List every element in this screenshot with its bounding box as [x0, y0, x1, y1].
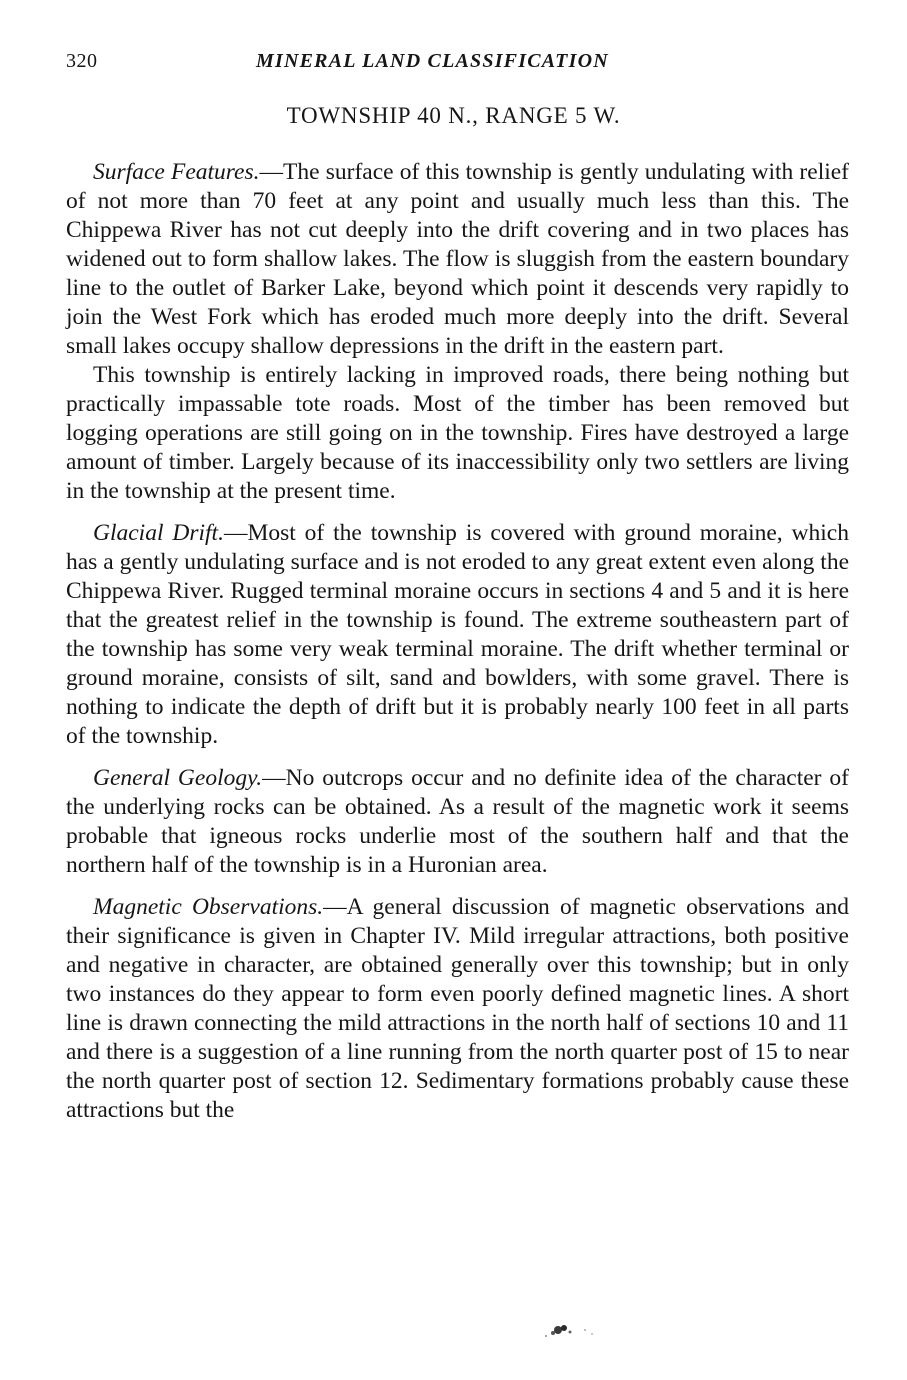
- paragraph-heading: Glacial Drift.: [93, 520, 224, 546]
- paragraph-glacial-drift: [66, 519, 849, 751]
- paragraph-text: —The surface of this township is gently undulating with relief of not more than 70 feet at any point and usually much less than this. The Chippewa River has not cut deeply into the drift covering and in two places has widened out to form shallow lakes. The flow is sluggish from the eastern boundary line to the outlet of Barker Lake, beyond which point it descends very rapidly to join the West Fork which has eroded much more deeply into the drift. Several small lakes occupy shallow depressions in the drift in the eastern part.: [66, 159, 850, 359]
- paragraph-heading: Surface Features.: [93, 159, 260, 185]
- paragraph-text: This township is entirely lacking in improved roads, there being nothing but practically impassable tote roads. Most of the timber has been removed but logging operations are still going on in the township. Fires have destroyed a large amount of timber. Largely because of its inaccessibility only two settlers are living in the township at the present time.: [66, 362, 849, 504]
- paragraph-heading: General Geology.: [93, 765, 263, 791]
- paragraph-heading: Magnetic Observations.: [93, 894, 324, 920]
- paragraph-roads: [66, 361, 849, 506]
- section-title: TOWNSHIP 40 N., RANGE 5 W.: [286, 103, 621, 128]
- paragraph-text: —Most of the township is covered with ground moraine, which has a gently undulating surface and is not eroded to any great extent even along the Chippewa River. Rugged terminal moraine occurs in sections 4 and 5 and it is here that the greatest relief in the township is found. The extreme southeastern part of the township has some very weak terminal moraine. The drift whether terminal or ground moraine, consists of silt, sand and bowlders, with some gravel. There is nothing to indicate the depth of drift but it is probably nearly 100 feet in all parts of the township.: [66, 520, 849, 749]
- paragraph-text: —A general discussion of magnetic observations and their significance is given in Chapter IV. Mild irregular attractions, both positive and negative in character, are obtained generally over this township; but in only two instances do they appear to form even poorly defined magnetic lines. A short line is drawn connecting the mild attractions in the north half of sections 10 and 11 and there is a suggestion of a line running from the north quarter post of 15 to near the north quarter post of section 12. Sedimentary formations probably cause these attractions but the: [66, 894, 849, 1123]
- ink-smudge-mark: [540, 1316, 610, 1346]
- body-text: [66, 158, 849, 1125]
- running-title: MINERAL LAND CLASSIFICATION: [256, 50, 609, 72]
- page-number: 320: [66, 50, 98, 72]
- paragraph-magnetic-observations: [66, 893, 849, 1125]
- paragraph-general-geology: [66, 764, 849, 880]
- paragraph-text: —No outcrops occur and no definite idea of the character of the underlying rocks can be obtained. As a result of the magnetic work it seems probable that igneous rocks underlie most of the southern half and that the northern half of the township is in a Huronian area.: [66, 765, 849, 878]
- paragraph-surface-features: [66, 158, 849, 361]
